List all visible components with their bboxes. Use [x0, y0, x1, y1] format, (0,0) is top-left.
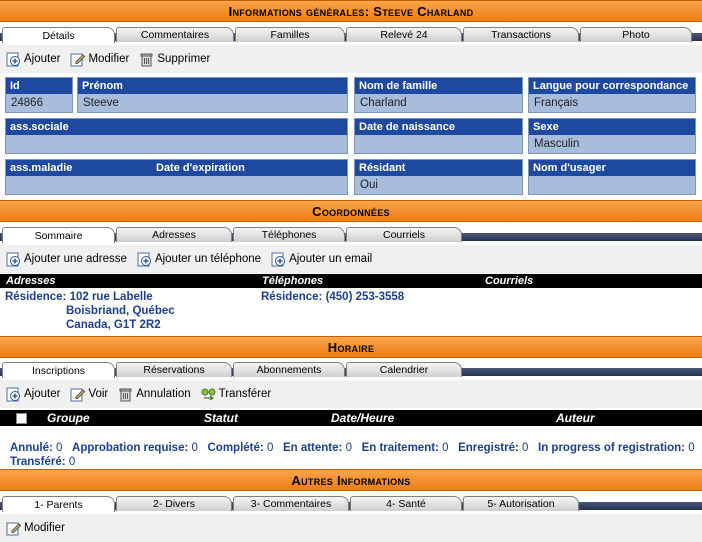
horaire-toolbar	[0, 380, 702, 408]
address-line2: Boisbriand, Québec	[66, 305, 175, 317]
edit-button[interactable]: Modifier	[70, 52, 129, 67]
count-value: 0	[68, 456, 76, 468]
add-button[interactable]: Ajouter	[6, 387, 60, 402]
naissance-field	[354, 118, 523, 154]
inscriptions-columns-header	[0, 410, 702, 426]
phone-value: (450) 253-3558	[325, 291, 405, 303]
count-label: Annulé:	[10, 442, 53, 454]
author-column-header[interactable]: Auteur	[556, 411, 595, 425]
general-tabstrip	[0, 26, 702, 43]
tab-sommaire[interactable]: Sommaire	[2, 227, 115, 243]
delete-button[interactable]: Supprimer	[139, 52, 210, 67]
count-value: 0	[442, 442, 449, 454]
id-label: Id	[6, 78, 72, 94]
langue-value[interactable]: Français	[534, 97, 579, 109]
prenom-label: Prénom	[78, 78, 347, 94]
address-label: Résidence:	[5, 291, 67, 303]
datetime-column-header[interactable]: Date/Heure	[331, 411, 395, 425]
resident-value[interactable]: Oui	[360, 179, 378, 191]
id-value[interactable]: 24866	[11, 97, 43, 109]
add-icon	[6, 252, 21, 267]
coordonnees-toolbar	[0, 245, 702, 273]
phone-entry[interactable]	[261, 291, 404, 303]
coordonnees-columns-header	[0, 274, 702, 288]
add-icon	[137, 252, 152, 267]
view-button[interactable]: Voir	[70, 387, 108, 402]
sexe-value[interactable]: Masculin	[534, 138, 580, 150]
langue-label: Langue pour correspondance	[529, 78, 695, 94]
add-address-button[interactable]: Ajouter une adresse	[6, 252, 127, 267]
count-value: 0	[688, 442, 695, 454]
cancel-button[interactable]: Annulation	[118, 387, 190, 402]
ass-maladie-header	[6, 160, 347, 176]
count-label: En attente:	[282, 442, 343, 454]
status-counts-line2	[10, 456, 75, 468]
addresses-column-header: Adresses	[6, 275, 56, 287]
tab-courriels[interactable]: Courriels	[346, 227, 462, 242]
count-label: Transféré:	[10, 456, 66, 468]
count-label: Enregistré:	[458, 442, 519, 454]
ass-maladie-value[interactable]	[6, 176, 347, 194]
tab-parents[interactable]: 1- Parents	[2, 496, 115, 512]
count-value: 0	[345, 442, 352, 454]
tab-details[interactable]: Détails	[2, 27, 115, 43]
tab-divers[interactable]: 2- Divers	[116, 496, 232, 511]
count-value: 0	[266, 442, 274, 454]
transfer-button[interactable]: Transférer	[201, 387, 272, 402]
edit-icon	[70, 387, 85, 402]
ass-sociale-value[interactable]	[6, 135, 347, 153]
usager-value[interactable]	[529, 176, 695, 194]
edit-button[interactable]: Modifier	[6, 521, 65, 536]
tab-photo[interactable]: Photo	[580, 27, 692, 42]
tab-abonnements[interactable]: Abonnements	[233, 362, 345, 377]
select-all-checkbox[interactable]	[16, 413, 27, 424]
prenom-field	[77, 77, 348, 113]
general-toolbar	[0, 45, 702, 73]
tab-sante[interactable]: 4- Santé	[350, 496, 462, 511]
coordonnees-tabstrip	[0, 226, 702, 243]
address-entry[interactable]	[5, 291, 153, 303]
naissance-value[interactable]	[355, 135, 522, 153]
status-column-header[interactable]: Statut	[204, 411, 238, 425]
add-phone-button[interactable]: Ajouter un téléphone	[137, 252, 261, 267]
tab-autorisation[interactable]: 5- Autorisation	[463, 496, 579, 511]
count-value: 0	[56, 442, 63, 454]
horaire-section-header: Horaire	[0, 336, 702, 358]
tab-transactions[interactable]: Transactions	[463, 27, 579, 42]
edit-icon	[70, 52, 85, 67]
tab-commentaires[interactable]: Commentaires	[116, 27, 234, 42]
tab-adresses[interactable]: Adresses	[116, 227, 232, 242]
nom-field	[354, 77, 523, 113]
usager-label: Nom d'usager	[529, 160, 695, 176]
ass-sociale-field	[5, 118, 348, 154]
sexe-field	[528, 118, 696, 154]
phone-label: Résidence:	[261, 291, 323, 303]
sexe-label: Sexe	[529, 119, 695, 135]
ass-maladie-field	[5, 159, 348, 195]
add-icon	[6, 52, 21, 67]
add-icon	[271, 252, 286, 267]
coordonnees-section-header: Coordonnées	[0, 200, 702, 222]
address-line3: Canada, G1T 2R2	[66, 319, 161, 331]
tab-telephones[interactable]: Téléphones	[233, 227, 345, 242]
nom-label: Nom de famille	[355, 78, 522, 94]
nom-value[interactable]: Charland	[360, 97, 407, 109]
add-icon	[6, 387, 21, 402]
id-field	[5, 77, 73, 113]
transfer-icon	[201, 387, 216, 402]
address-line1: 102 rue Labelle	[69, 291, 153, 303]
prenom-value[interactable]: Steeve	[83, 97, 119, 109]
count-label: Complété:	[207, 442, 264, 454]
ass-sociale-label: ass.sociale	[6, 119, 347, 135]
general-section-header: Informations générales: Steeve Charland	[0, 0, 702, 22]
emails-column-header: Courriels	[485, 275, 534, 287]
count-label: In progress of registration:	[538, 442, 685, 454]
count-label: En traitement:	[361, 442, 439, 454]
autres-section-header: Autres Informations	[0, 469, 702, 491]
add-button[interactable]: Ajouter	[6, 52, 60, 67]
count-value: 0	[191, 442, 198, 454]
group-column-header[interactable]: Groupe	[47, 411, 90, 425]
ass-maladie-label: ass.maladie	[10, 162, 73, 174]
tab-commentaires-autres[interactable]: 3- Commentaires	[233, 496, 349, 511]
tab-releve-24[interactable]: Relevé 24	[346, 27, 462, 42]
trash-icon	[139, 52, 154, 67]
add-email-button[interactable]: Ajouter un email	[271, 252, 372, 267]
autres-toolbar	[0, 514, 702, 542]
usager-field	[528, 159, 696, 195]
trash-icon	[118, 387, 133, 402]
langue-field	[528, 77, 696, 113]
naissance-label: Date de naissance	[355, 119, 522, 135]
tab-familles[interactable]: Familles	[235, 27, 345, 42]
horaire-tabstrip	[0, 361, 702, 378]
tab-reservations[interactable]: Réservations	[116, 362, 232, 377]
count-label: Approbation requise:	[72, 442, 189, 454]
autres-tabstrip	[0, 495, 702, 512]
resident-field	[354, 159, 523, 195]
tab-calendrier[interactable]: Calendrier	[346, 362, 462, 377]
edit-icon	[6, 521, 21, 536]
phones-column-header: Téléphones	[262, 275, 324, 287]
tab-inscriptions[interactable]: Inscriptions	[2, 362, 115, 378]
resident-label: Résidant	[355, 160, 522, 176]
status-counts	[10, 442, 695, 454]
expiration-label: Date d'expiration	[156, 162, 245, 174]
count-value: 0	[522, 442, 529, 454]
